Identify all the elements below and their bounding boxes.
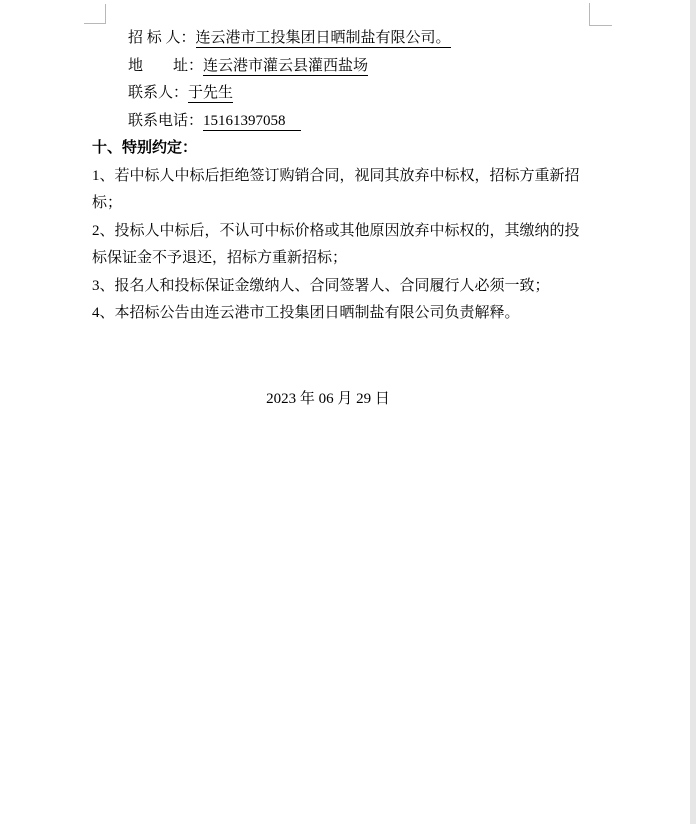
contact-label: 联系人：	[128, 85, 189, 101]
page-right-edge	[690, 0, 696, 824]
clause-item-2: 2、投标人中标后，不认可中标价格或其他原因放弃中标权的，其缴纳的投标保证金不予退还，招标方重新招标；	[92, 222, 580, 266]
contact-value-underlined: 15161397058	[203, 112, 301, 129]
clause-item-1: 1、若中标人中标后拒绝签订购销合同，视同其放弃中标权，招标方重新招标；	[92, 167, 580, 211]
contact-row-address	[92, 53, 590, 81]
contact-value-underlined: 连云港市工投集团日晒制盐有限公司。	[195, 30, 451, 46]
contact-row-bidder	[92, 25, 590, 53]
contact-label: 联系电话：	[128, 112, 204, 129]
clause-item-3: 3、报名人和投标保证金缴纳人、合同签署人、合同履行人必须一致；	[92, 277, 550, 294]
margin-crop-mark-top-left-vertical	[105, 4, 106, 23]
margin-crop-mark-top-right-vertical	[589, 3, 590, 25]
section-heading-special-provisions: 十、特别约定：	[92, 140, 198, 156]
contact-value-underlined: 连云港市灌云县灌西盐场	[203, 57, 369, 74]
clause-item-4: 4、本招标公告由连云港市工投集团日晒制盐有限公司负责解释。	[92, 305, 520, 321]
contact-row-phone	[92, 108, 590, 136]
contact-label: 地 址：	[128, 57, 204, 74]
contact-label: 招 标 人：	[128, 30, 196, 46]
document-body	[92, 25, 590, 413]
document-date: 2023 年 06 月 29 日	[266, 390, 390, 407]
margin-crop-mark-top-right-horizontal	[589, 25, 612, 26]
margin-crop-mark-top-left-horizontal	[84, 23, 106, 24]
contact-value-underlined: 于先生	[188, 85, 234, 101]
contact-row-person	[92, 80, 590, 108]
